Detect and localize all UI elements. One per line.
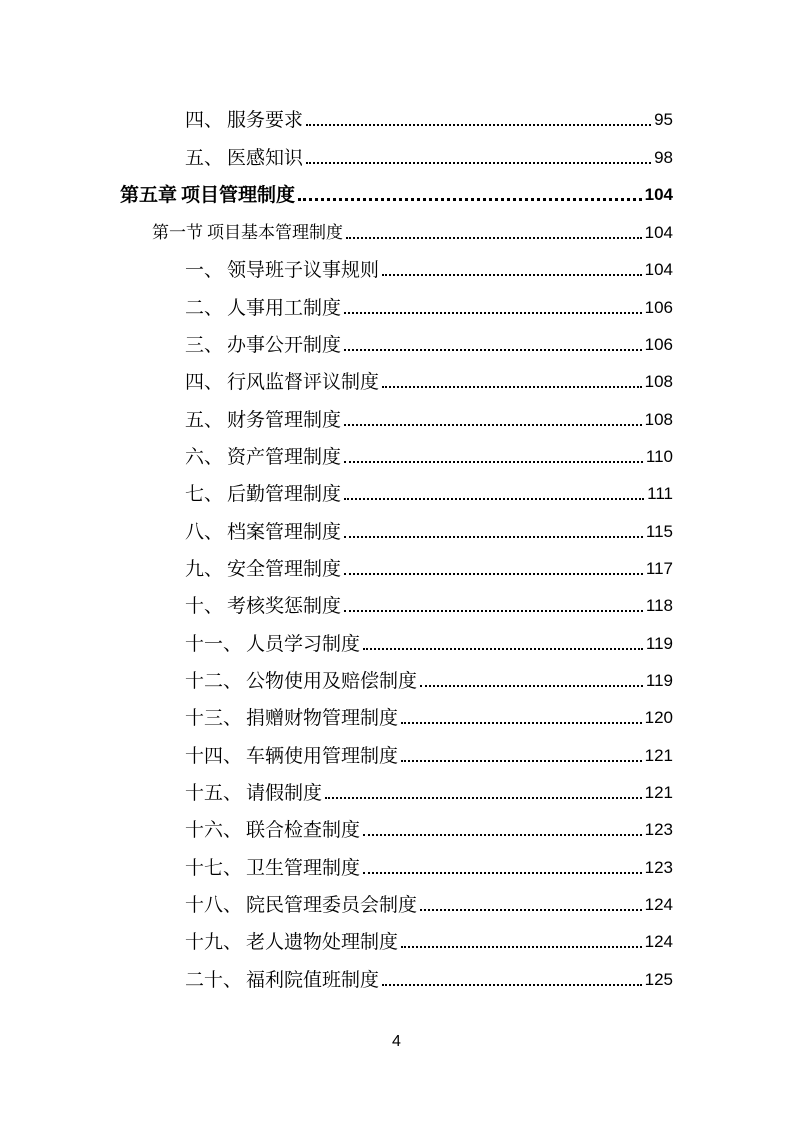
dot-leader [401, 722, 642, 724]
toc-entry-title [120, 183, 295, 207]
toc-entry-title [185, 893, 417, 917]
toc-item-entry[interactable] [185, 514, 673, 544]
toc-entry-page: 123 [644, 858, 673, 877]
dot-leader [325, 797, 642, 799]
toc-entry-number: 十九、 [185, 931, 243, 953]
toc-entry-title [185, 744, 398, 768]
dot-leader [306, 162, 651, 164]
dot-leader [344, 573, 643, 575]
toc-item-entry[interactable] [185, 850, 673, 880]
dot-leader [363, 834, 642, 836]
toc-entry-title [185, 408, 341, 432]
toc-entry-number: 十六、 [185, 819, 243, 841]
toc-entry-page: 108 [644, 410, 673, 429]
dot-leader [363, 648, 643, 650]
toc-item-entry[interactable] [185, 775, 673, 805]
toc-entry-text: 项目管理制度 [181, 184, 296, 206]
toc-entry-page: 106 [644, 298, 673, 317]
dot-leader [344, 536, 643, 538]
toc-item-entry[interactable] [185, 887, 673, 917]
toc-entry-title [185, 818, 360, 842]
toc-entry-text: 办事公开制度 [227, 334, 342, 356]
toc-entry-page: 117 [645, 559, 673, 578]
dot-leader [298, 198, 642, 201]
toc-entry-number: 二十、 [185, 969, 243, 991]
toc-entry-title [185, 146, 303, 170]
toc-entry-title [185, 930, 398, 954]
toc-entry-number: 四、 [185, 109, 224, 131]
toc-entry-text: 人事用工制度 [227, 297, 342, 319]
toc-item-entry[interactable] [185, 924, 673, 954]
dot-leader [420, 685, 643, 687]
toc-item-entry[interactable] [185, 327, 673, 357]
toc-entry-page: 110 [645, 447, 673, 466]
dot-leader [382, 386, 642, 388]
toc-entry-text: 老人遗物处理制度 [246, 931, 399, 953]
toc-entry-number: 十、 [185, 595, 224, 617]
toc-entry-text: 捐赠财物管理制度 [246, 707, 399, 729]
dot-leader [344, 349, 642, 351]
toc-entry-page: 121 [644, 746, 673, 765]
toc-entry-number: 四、 [185, 371, 224, 393]
toc-entry-page: 98 [654, 148, 673, 167]
toc-entry-title [185, 632, 360, 656]
toc-entry-number: 第一节 [152, 223, 203, 243]
toc-entry-text: 档案管理制度 [227, 521, 342, 543]
toc-entry-text: 考核奖惩制度 [227, 595, 342, 617]
toc-item-entry[interactable] [185, 663, 673, 693]
toc-entry-page: 119 [645, 671, 673, 690]
toc-entry-title [185, 968, 379, 992]
toc-entry-text: 服务要求 [227, 109, 304, 131]
toc-entry-text: 医感知识 [227, 147, 304, 169]
toc-entry-title [185, 258, 379, 282]
toc-entry-title [185, 296, 341, 320]
toc-entry-page: 123 [644, 820, 673, 839]
toc-entry-number: 八、 [185, 521, 224, 543]
dot-leader [306, 124, 651, 126]
toc-entry-title [185, 370, 379, 394]
dot-leader [344, 312, 642, 314]
toc-entry-number: 十三、 [185, 707, 243, 729]
dot-leader [344, 498, 644, 500]
dot-leader [344, 424, 642, 426]
toc-entry-title [185, 445, 341, 469]
toc-entry-number: 九、 [185, 558, 224, 580]
toc-entry-text: 人员学习制度 [246, 633, 361, 655]
dot-leader [401, 760, 642, 762]
toc-item-entry[interactable] [185, 700, 673, 730]
toc-entry-page: 95 [654, 110, 673, 129]
toc-entry-number: 十一、 [185, 633, 243, 655]
toc-entry-title [185, 856, 360, 880]
toc-entry-title [185, 594, 341, 618]
toc-entry-title [185, 669, 417, 693]
toc-entry-page: 111 [647, 484, 673, 503]
toc-item-entry[interactable] [185, 102, 673, 132]
toc-entry-number: 十八、 [185, 894, 243, 916]
toc-entry-page: 120 [644, 708, 673, 727]
dot-leader [420, 909, 642, 911]
toc-item-entry[interactable] [185, 812, 673, 842]
dot-leader [346, 237, 642, 239]
toc-entry-title [152, 221, 343, 245]
toc-entry-text: 福利院值班制度 [246, 969, 380, 991]
dot-leader [344, 610, 643, 612]
toc-item-entry[interactable] [185, 588, 673, 618]
toc-entry-number: 三、 [185, 334, 224, 356]
toc-entry-page: 104 [644, 223, 673, 242]
toc-item-entry[interactable] [185, 402, 673, 432]
toc-item-entry[interactable] [185, 476, 673, 506]
toc-entry-number: 六、 [185, 446, 224, 468]
dot-leader [382, 984, 642, 986]
toc-entry-page: 125 [644, 970, 673, 989]
toc-entry-text: 领导班子议事规则 [227, 259, 380, 281]
toc-entry-text: 资产管理制度 [227, 446, 342, 468]
toc-entry-title [185, 482, 341, 506]
toc-entry-text: 项目基本管理制度 [207, 223, 343, 243]
toc-entry-page: 119 [645, 634, 673, 653]
dot-leader [363, 872, 642, 874]
toc-entry-text: 联合检查制度 [246, 819, 361, 841]
toc-entry-text: 院民管理委员会制度 [246, 894, 418, 916]
toc-entry-page: 104 [644, 260, 673, 279]
toc-entry-title [185, 333, 341, 357]
toc-item-entry[interactable] [185, 551, 673, 581]
toc-entry-text: 安全管理制度 [227, 558, 342, 580]
toc-entry-text: 行风监督评议制度 [227, 371, 380, 393]
toc-entry-number: 二、 [185, 297, 224, 319]
page-number: 4 [392, 1033, 401, 1050]
toc-entry-page: 121 [644, 783, 673, 802]
toc-entry-text: 车辆使用管理制度 [246, 745, 399, 767]
toc-entry-page: 108 [644, 372, 673, 391]
toc-entry-number: 十四、 [185, 745, 243, 767]
toc-entry-number: 七、 [185, 483, 224, 505]
toc-item-entry[interactable] [185, 738, 673, 768]
toc-item-entry[interactable] [185, 439, 673, 469]
toc-entry-page: 106 [644, 335, 673, 354]
toc-entry-text: 公物使用及赔偿制度 [246, 670, 418, 692]
toc-item-entry[interactable] [185, 626, 673, 656]
toc-item-entry[interactable] [185, 140, 673, 170]
toc-entry-title [185, 706, 398, 730]
toc-entry-page: 115 [645, 522, 673, 541]
toc-entry-number: 五、 [185, 409, 224, 431]
toc-entry-title [185, 108, 303, 132]
toc-entry-text: 请假制度 [246, 782, 323, 804]
toc-entry-page: 124 [644, 932, 673, 951]
toc-item-entry[interactable] [185, 962, 673, 992]
toc-item-entry[interactable] [185, 290, 673, 320]
dot-leader [344, 461, 643, 463]
toc-entry-title [185, 781, 322, 805]
toc-entry-number: 一、 [185, 259, 224, 281]
toc-entry-title [185, 520, 341, 544]
dot-leader [382, 274, 642, 276]
toc-entry-number: 十五、 [185, 782, 243, 804]
toc-item-entry[interactable] [185, 364, 673, 394]
toc-entry-text: 财务管理制度 [227, 409, 342, 431]
toc-entry-page: 118 [645, 596, 673, 615]
toc-entry-number: 五、 [185, 147, 224, 169]
toc-item-entry[interactable] [185, 252, 673, 282]
toc-entry-page: 104 [644, 185, 673, 204]
toc-section-entry[interactable] [152, 215, 673, 245]
toc-entry-page: 124 [644, 895, 673, 914]
toc-chapter-entry[interactable] [120, 177, 673, 207]
toc-entry-number: 第五章 [120, 184, 178, 206]
toc-entry-number: 十二、 [185, 670, 243, 692]
toc-entry-text: 后勤管理制度 [227, 483, 342, 505]
dot-leader [401, 946, 642, 948]
toc-entry-text: 卫生管理制度 [246, 857, 361, 879]
toc-entry-title [185, 557, 341, 581]
toc-entry-number: 十七、 [185, 857, 243, 879]
